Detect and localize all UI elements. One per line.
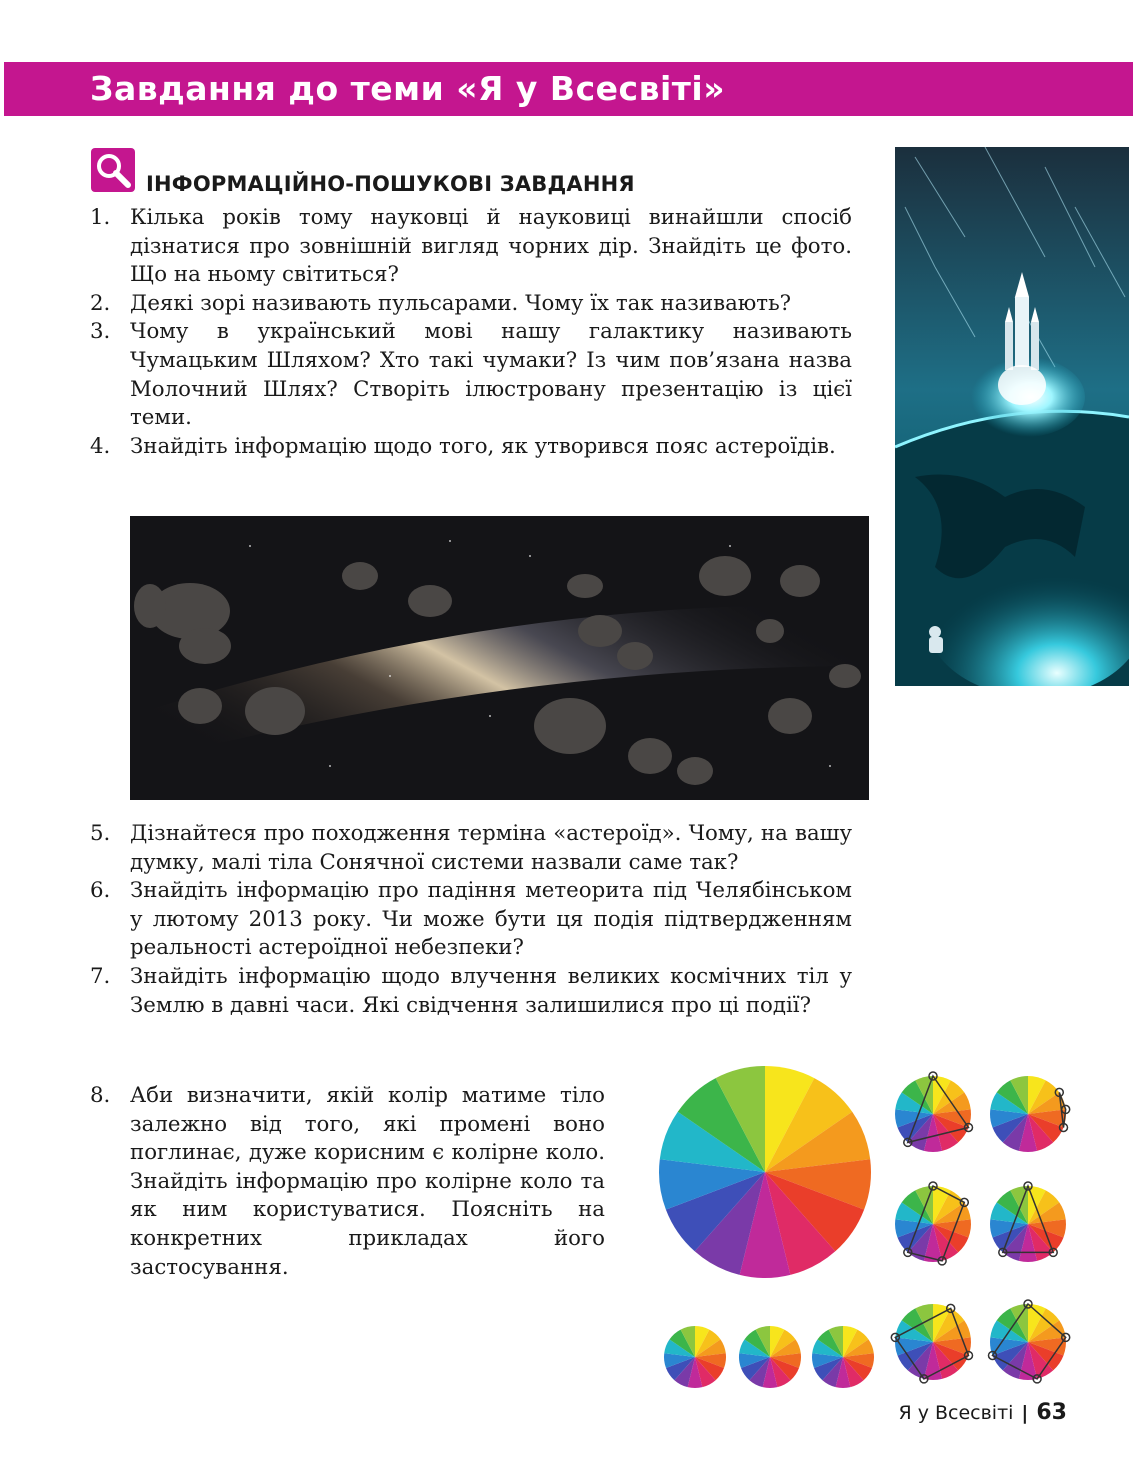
page-footer	[898, 1400, 1067, 1425]
small-wheel-1	[664, 1326, 726, 1388]
rectangle-wheel	[989, 1300, 1070, 1383]
section-heading: ІНФОРМАЦІЙНО-ПОШУКОВІ ЗАВДАННЯ	[146, 172, 635, 196]
footer-chapter: Я у Всесвіті	[898, 1402, 1014, 1424]
task-text: Знайдіть інформацію про падіння метеорита під Челябінськом у лютому 2013 року. Чи може бути ця подія підтвердженням реальності астероїдної небезпеки?	[130, 878, 852, 961]
task-number: 5.	[90, 821, 111, 846]
task-number: 6.	[90, 878, 111, 904]
task-number: 1.	[90, 205, 111, 230]
small-wheel-2	[739, 1326, 801, 1388]
page-number: 63	[1036, 1400, 1067, 1425]
square-wheel	[891, 1304, 972, 1383]
task-number: 4.	[90, 433, 111, 459]
footer-separator: |	[1021, 1402, 1029, 1424]
task-text: Знайдіть інформацію щодо влучення великих космічних тіл у Землю в давні часи. Які свідчення залишилися про ці події?	[130, 963, 852, 1018]
list-item	[90, 820, 852, 877]
task-number: 3.	[90, 319, 111, 345]
task-number: 8.	[90, 1083, 111, 1108]
task-text: Дізнайтеся про походження терміна «астероїд». Чому, на вашу думку, малі тіла Сонячної системи назвали саме так?	[130, 821, 852, 875]
triad-wheel	[895, 1072, 972, 1152]
task-number: 7.	[90, 963, 111, 989]
list-item	[90, 877, 852, 963]
task-text: Аби визначити, якій колір матиме тіло залежно від того, які промені воно поглинає, дуже корисним є колірне коло. Знайдіть інформацію про колірне коло та як ним користуватися. Поясніть на конкретних прикладах його застосування.	[130, 1083, 605, 1280]
list-item	[90, 433, 852, 462]
list-item	[90, 963, 852, 1020]
list-item	[90, 318, 852, 432]
search-icon	[91, 148, 135, 192]
large-color-wheel	[659, 1066, 871, 1278]
asteroid-belt-photo	[130, 516, 869, 800]
task-list-bottom	[90, 1082, 605, 1282]
task-list-mid	[90, 820, 852, 1020]
task-text: Кілька років тому науковці й науковиці винайшли спосіб дізнатися про зовнішній вигляд чорних дір. Знайдіть це фото. Що на ньому світиться?	[130, 205, 852, 288]
list-item	[90, 204, 852, 290]
task-list-top	[90, 204, 852, 461]
small-wheel-3	[812, 1326, 874, 1388]
analogous-wheel	[990, 1076, 1070, 1152]
list-item	[90, 1082, 605, 1282]
task-text: Деякі зорі називають пульсарами. Чому їх так називають?	[130, 290, 792, 316]
task-text: Чому в український мові нашу галактику називають Чумацьким Шляхом? Хто такі чумаки? Із чим пов’язана назва Молочний Шлях? Створіть ілюстровану презентацію із цієї теми.	[130, 319, 852, 431]
tetrad-wheel	[895, 1182, 971, 1265]
color-wheels-illustration	[655, 1062, 1095, 1394]
page-title: Завдання до теми «Я у Всесвіті»	[4, 62, 1133, 116]
split-wheel	[990, 1182, 1066, 1262]
task-text: Знайдіть інформацію щодо того, як утворився пояс астероїдів.	[130, 433, 836, 459]
section-icon-badge	[91, 148, 135, 192]
task-number: 2.	[90, 290, 111, 316]
list-item	[90, 290, 852, 319]
rocket-launch-photo	[895, 147, 1129, 686]
